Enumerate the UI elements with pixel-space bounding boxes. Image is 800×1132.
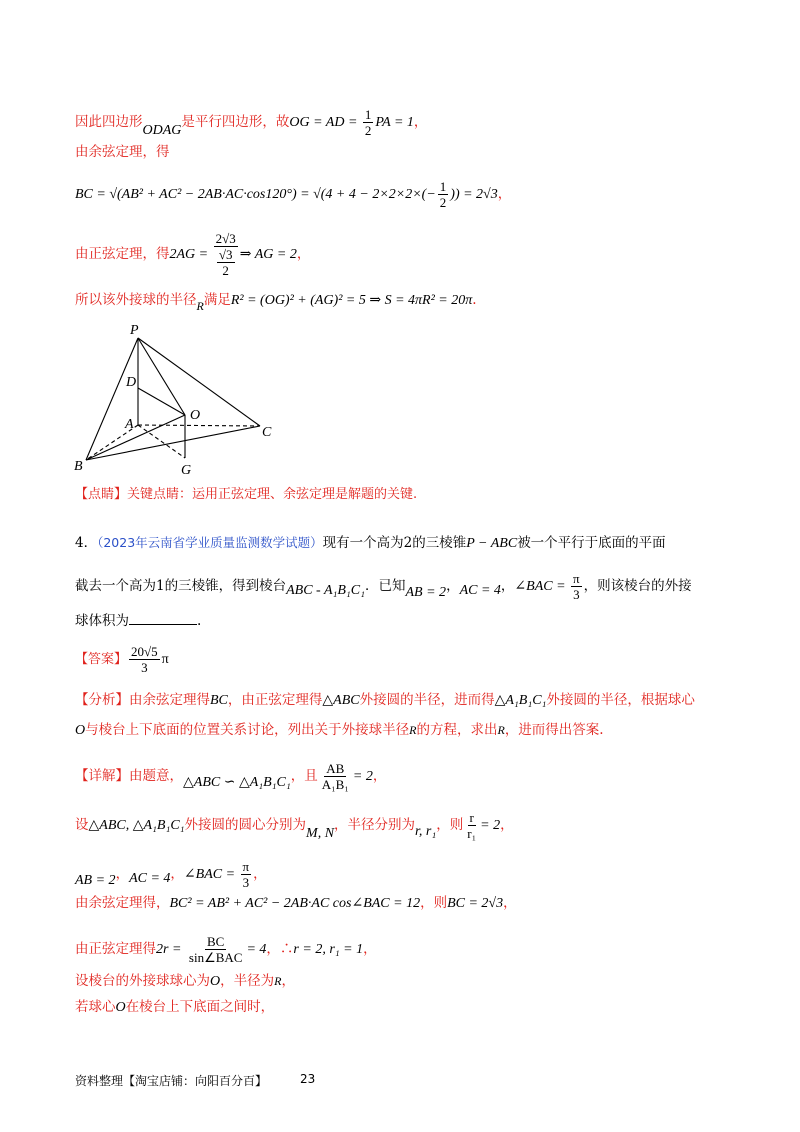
label-A: A xyxy=(125,417,134,432)
math-r-values: r = 2, r₁ = 1 xyxy=(293,942,364,957)
math-triangles: △ABC, △A₁B₁C₁ xyxy=(88,818,185,833)
punct: ， xyxy=(296,246,311,262)
detail-line-4 xyxy=(75,897,517,911)
math-R: R xyxy=(409,723,417,737)
math-ac: AC = 4 xyxy=(129,871,171,886)
edge-PO xyxy=(138,338,185,415)
page-number: 23 xyxy=(300,1072,316,1086)
detail-text: ，半径为 xyxy=(220,973,275,989)
math-O: O xyxy=(75,723,86,738)
math-2r: 2r = xyxy=(156,942,185,957)
detail-line-6 xyxy=(75,975,295,989)
math-pabc: P − ABC xyxy=(466,536,518,551)
detail-text: 若球心 xyxy=(75,999,116,1015)
math-triangle-abc: △ABC xyxy=(322,693,360,708)
answer-fraction: $\frac{20√5}{3}$ xyxy=(131,644,158,675)
detail-text: 由题意， xyxy=(129,768,183,784)
label-C: C xyxy=(262,425,272,440)
question-text: 球体积为 xyxy=(75,613,129,629)
text: 因此四边形 xyxy=(75,114,143,130)
math-R: R xyxy=(196,299,204,313)
fraction-r-ratio: $\frac{r}{\text{r₁}}$ xyxy=(467,810,477,841)
analysis-line-1 xyxy=(75,694,695,708)
analysis-text: 外接圆的半径，根据球心 xyxy=(546,692,695,708)
math-og-ad: OG = AD = xyxy=(289,115,361,130)
edge-AC xyxy=(138,425,260,426)
answer-pi: π xyxy=(161,652,169,667)
math-bc: BC xyxy=(210,693,228,708)
math-bac: ∠BAC = xyxy=(183,867,239,882)
punct: ， xyxy=(372,768,387,784)
detail-text: ，且 xyxy=(290,768,318,784)
detail-text: ，则 xyxy=(436,817,464,833)
key-point-text: 关键点睛：运用正弦定理、余弦定理是解题的关键. xyxy=(127,487,418,502)
analysis-text: 由余弦定理得 xyxy=(129,692,210,708)
solution-line-sine-law xyxy=(75,232,310,277)
fraction-half: $\frac{1}{2}$ xyxy=(439,179,447,210)
fraction-ab-ratio: $\frac{AB}{\text{A₁B₁}}$ xyxy=(321,761,349,792)
punct: ， xyxy=(363,941,377,957)
math-pa: PA = 1 xyxy=(375,115,414,130)
label-G: G xyxy=(181,463,192,478)
math-bac: ∠BAC = xyxy=(514,579,570,594)
text: 所以该外接球的半径 xyxy=(75,292,197,308)
question-4-line-2: 截去一个高为1的三棱锥，得到棱台ABC - A₁B₁C₁．已知AB = 2，AC = 4，∠BAC = $\frac{\pi}{3}$ ，则该棱台的外接 xyxy=(75,571,692,602)
math-bc-formula: BC = √(AB² + AC² − 2AB·AC·cos120°) = √(4 + 4 − 2×2×2×(− xyxy=(75,187,436,202)
analysis-line-2 xyxy=(75,724,604,738)
math-2ag: 2AG = xyxy=(169,247,212,262)
math-ab: AB = 2 xyxy=(405,585,447,600)
punct: ， xyxy=(500,817,514,833)
math-O: O xyxy=(210,974,221,989)
therefore-symbol: ∴ xyxy=(279,941,294,957)
math-O: O xyxy=(115,1000,126,1015)
math-R: R xyxy=(274,974,282,988)
question-text: 现有一个高为2的三棱锥 xyxy=(322,535,467,551)
label-O: O xyxy=(190,408,201,423)
detail-text: 在棱台上下底面之间时， xyxy=(125,999,275,1015)
edge-BO xyxy=(86,415,185,460)
math-radii: r, r₁ xyxy=(415,824,437,839)
punct: ， xyxy=(266,941,280,957)
detail-text: 设棱台的外接球球心为 xyxy=(75,973,210,989)
math-similar: △ABC ∽ △A₁B₁C₁ xyxy=(183,775,291,790)
detail-line-7 xyxy=(75,1001,274,1015)
text: 是平行四边形，故 xyxy=(181,114,290,130)
detail-text: 由余弦定理得， xyxy=(75,895,170,911)
math-bc-squared: BC² = AB² + AC² − 2AB·AC cos∠BAC = 12 xyxy=(169,896,421,911)
punct: ， xyxy=(170,866,184,882)
analysis-text: ，进而得出答案. xyxy=(504,722,604,738)
detail-text: 外接圆的圆心分别为 xyxy=(184,817,307,833)
question-4-line-3 xyxy=(75,612,201,629)
answer-line xyxy=(75,645,169,674)
text: 由正弦定理，得 xyxy=(75,246,170,262)
key-point-label: 【点睛】 xyxy=(75,487,128,502)
math-mn: M, N xyxy=(306,826,335,841)
detail-line-2 xyxy=(75,811,514,840)
key-point-comment xyxy=(75,488,417,501)
punct: . xyxy=(197,613,202,629)
punct: ， xyxy=(281,973,295,989)
detail-text: ，则 xyxy=(420,895,448,911)
analysis-text: 的方程，求出 xyxy=(416,722,498,738)
math-R: R xyxy=(497,723,505,737)
math-odag: ODAG xyxy=(142,123,182,138)
math-eq: = 4 xyxy=(246,942,267,957)
analysis-text: 外接圆的半径，进而得 xyxy=(359,692,495,708)
detail-line-3 xyxy=(75,860,267,889)
question-4-line-1 xyxy=(75,537,666,551)
fraction-pi-3: $\frac{\pi}{3}$ xyxy=(242,859,250,890)
punct: ， xyxy=(115,866,130,882)
math-bc-value: BC = 2√3 xyxy=(447,896,504,911)
punct: . xyxy=(472,292,477,308)
answer-blank xyxy=(129,612,197,625)
math-eq: = 2 xyxy=(480,818,501,833)
detail-text: 由正弦定理得 xyxy=(75,941,156,957)
question-text: 截去一个高为1的三棱锥，得到棱台 xyxy=(75,578,287,594)
label-B: B xyxy=(74,459,83,474)
math-triangle-a1b1c1: △A₁B₁C₁ xyxy=(494,693,547,708)
label-P: P xyxy=(130,323,139,338)
math-ag-result: ⇒ AG = 2 xyxy=(239,247,297,262)
question-text: ．已知 xyxy=(365,578,406,594)
solution-line-cosine-law: 由余弦定理，得 xyxy=(75,144,170,160)
detail-text: 设 xyxy=(75,817,89,833)
punct: ， xyxy=(253,866,267,882)
punct: ， xyxy=(497,186,512,202)
analysis-text: ，由正弦定理得 xyxy=(227,692,323,708)
question-source: （2023年云南省学业质量监测数学试题） xyxy=(97,535,323,550)
detail-line-1 xyxy=(75,762,386,791)
question-number: 4． xyxy=(75,535,98,551)
analysis-text: 与棱台上下底面的位置关系讨论，列出关于外接球半径 xyxy=(85,722,410,738)
math-eq: = 2 xyxy=(352,769,373,784)
fraction-ag: $\frac{2√3}{\frac{√3}{2}}$ xyxy=(215,231,236,278)
detail-line-5 xyxy=(75,935,377,964)
math-bc-result: )) = 2√3 xyxy=(450,187,498,202)
analysis-label: 【分析】 xyxy=(75,692,129,708)
answer-label: 【答案】 xyxy=(75,652,128,667)
math-frustum: ABC - A₁B₁C₁ xyxy=(286,583,365,598)
fraction-half: $\frac{1}{2}$ xyxy=(364,107,372,138)
question-text: 被一个平行于底面的平面 xyxy=(517,535,666,551)
fraction-pi-3: $\frac{\pi}{3}$ xyxy=(573,571,580,602)
detail-label: 【详解】 xyxy=(75,768,129,784)
math-ac: AC = 4 xyxy=(459,583,501,598)
geometry-figure xyxy=(70,320,290,480)
solution-line-radius xyxy=(75,292,477,313)
edge-DO xyxy=(138,388,185,415)
math-sphere-area: R² = (OG)² + (AG)² = 5 ⇒ S = 4πR² = 20π xyxy=(230,293,473,308)
edge-PB xyxy=(86,338,138,460)
fraction-sine-law: $\frac{BC}{\text{sin∠BAC}}$ xyxy=(188,934,243,965)
text: 满足 xyxy=(203,292,231,308)
math-ab: AB = 2 xyxy=(75,873,116,888)
solution-line-bc-calc xyxy=(75,180,511,209)
detail-text: ，半径分别为 xyxy=(334,817,416,833)
label-D: D xyxy=(126,375,137,390)
punct: ， xyxy=(503,895,517,911)
punct: ， xyxy=(413,114,428,130)
solution-line-parallelogram xyxy=(75,108,427,137)
footer-source: 资料整理【淘宝店铺：向阳百分百】 xyxy=(75,1074,268,1088)
question-text: ，则该棱台的外接 xyxy=(583,578,692,594)
